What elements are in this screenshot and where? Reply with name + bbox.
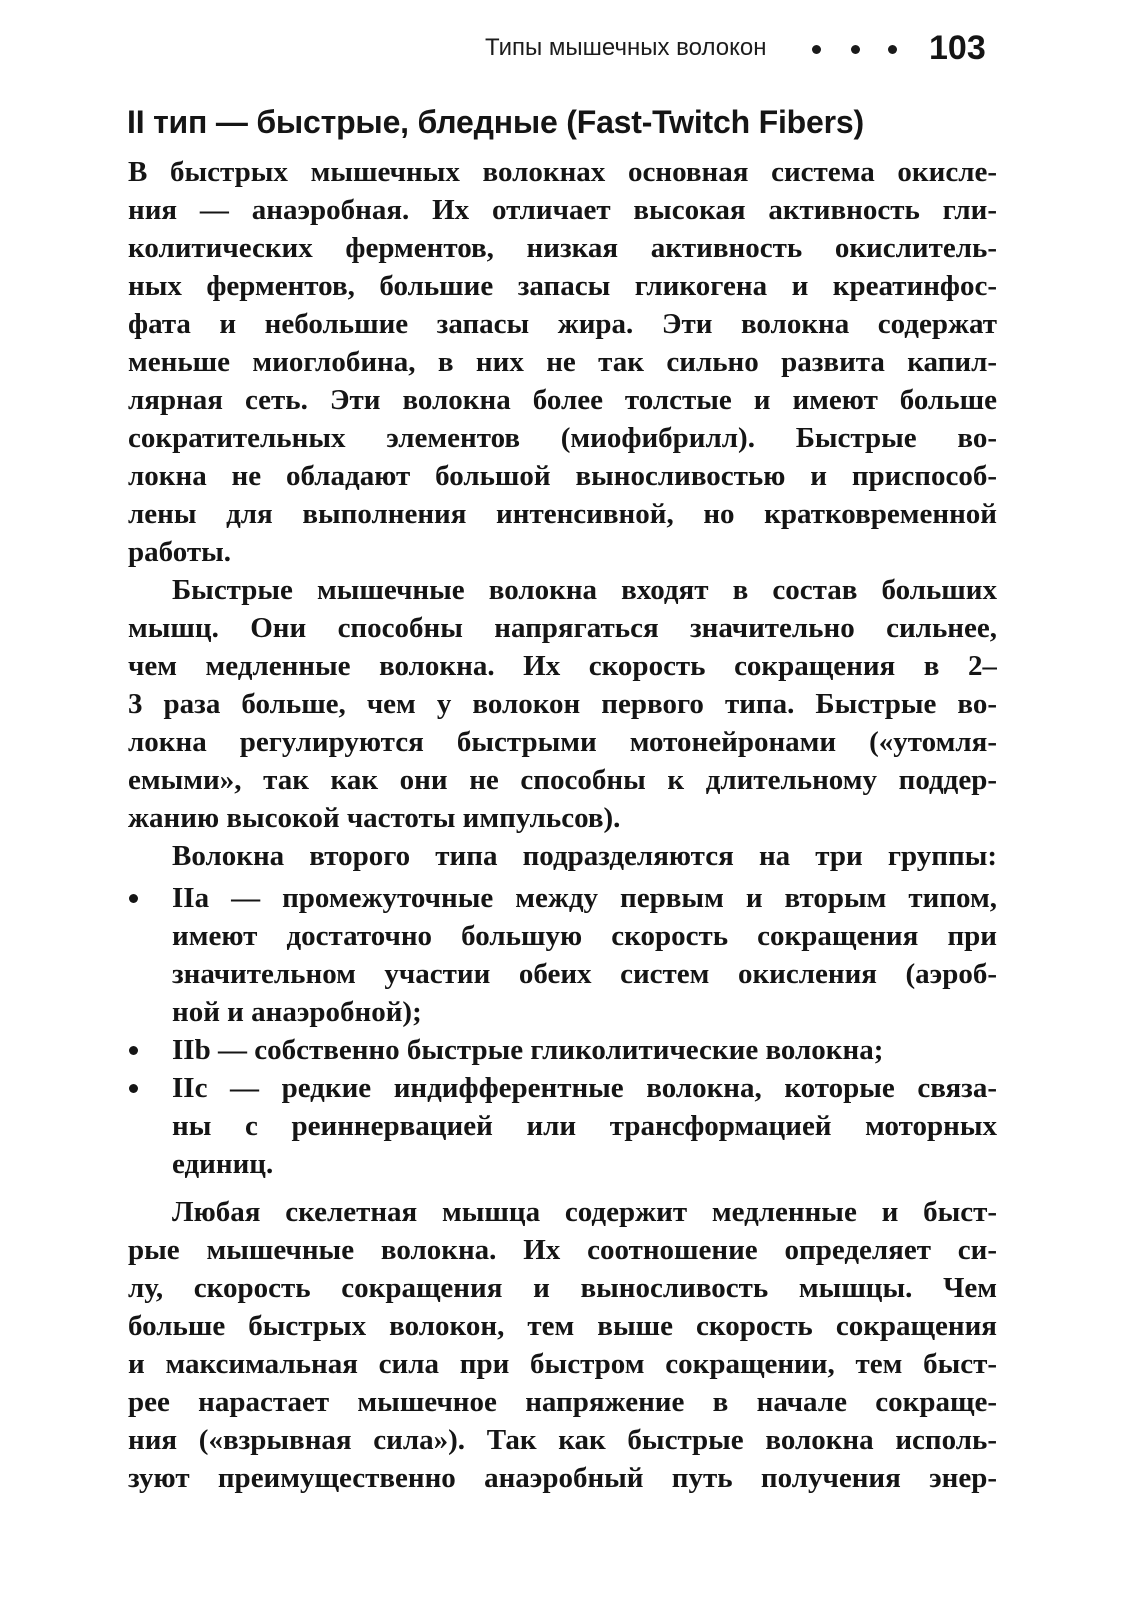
text-line: ных ферментов, большие запасы гликогена и креатинфос- [128, 270, 997, 302]
bullet-list [128, 879, 997, 1183]
text-line: значительном участии обеих систем окисления (аэроб- [172, 958, 997, 990]
text-line: IIa — промежуточные между первым и вторым типом, [172, 882, 997, 914]
text-line: IIb — собственно быстрые гликолитические волокна; [172, 1034, 884, 1066]
text-line: 3 раза больше, чем у волокон первого типа. Быстрые во- [128, 688, 997, 720]
header-dot-icon [812, 45, 821, 54]
text-line: мышц. Они способны напрягаться значительно сильнее, [128, 612, 997, 644]
list-item [172, 879, 997, 1031]
bullet-icon [129, 894, 138, 903]
text-line: Любая скелетная мышца содержит медленные и быст- [172, 1196, 997, 1228]
bullet-icon [129, 1046, 138, 1055]
text-line: ной и анаэробной); [172, 996, 422, 1028]
text-line: Волокна второго типа подразделяются на три группы: [172, 840, 997, 872]
text-line: имеют достаточно большую скорость сокращения при [172, 920, 997, 952]
page-number: 103 [929, 29, 986, 67]
text-line: колитических ферментов, низкая активность окислитель- [128, 232, 997, 264]
text-line: лярная сеть. Эти волокна более толстые и имеют больше [128, 384, 997, 416]
paragraph-2 [128, 571, 997, 837]
header-dot-icon [888, 45, 897, 54]
text-line: единиц. [172, 1148, 274, 1180]
running-title: Типы мышечных волокон [485, 34, 767, 61]
text-line: чем медленные волокна. Их скорость сокращения в 2– [128, 650, 997, 682]
bullet-icon [129, 1084, 138, 1093]
text-line: рые мышечные волокна. Их соотношение определяет си- [128, 1234, 997, 1266]
text-line: ния («взрывная сила»). Так как быстрые волокна исполь- [128, 1424, 997, 1456]
paragraph-1 [128, 153, 997, 571]
text-line: В быстрых мышечных волокнах основная система окисле- [128, 156, 997, 188]
text-line: меньше миоглобина, в них не так сильно развита капил- [128, 346, 997, 378]
text-line: жанию высокой частоты импульсов). [128, 802, 621, 834]
text-line: фата и небольшие запасы жира. Эти волокна содержат [128, 308, 997, 340]
text-line: лены для выполнения интенсивной, но кратковременной [128, 498, 997, 530]
text-line: рее нарастает мышечное напряжение в начале сокраще- [128, 1386, 997, 1418]
paragraph-4 [128, 1193, 997, 1497]
text-line: и максимальная сила при быстром сокращении, тем быст- [128, 1348, 997, 1380]
text-line: Быстрые мышечные волокна входят в состав больших [172, 574, 997, 606]
list-item [172, 1031, 997, 1069]
text-line: зуют преимущественно анаэробный путь получения энер- [128, 1462, 997, 1494]
text-line: локна регулируются быстрыми мотонейронами («утомля- [128, 726, 997, 758]
text-line: ны с реиннервацией или трансформацией моторных [172, 1110, 997, 1142]
text-line: лу, скорость сокращения и выносливость мышцы. Чем [128, 1272, 997, 1304]
section-heading: II тип — быстрые, бледные (Fast-Twitch Fibers) [127, 104, 864, 140]
text-line: локна не обладают большой выносливостью и приспособ- [128, 460, 997, 492]
text-line: ния — анаэробная. Их отличает высокая активность гли- [128, 194, 997, 226]
body-text [128, 153, 997, 1497]
text-line: емыми», так как они не способны к длительному поддер- [128, 764, 997, 796]
paragraph-3 [128, 837, 997, 875]
text-line: сократительных элементов (миофибрилл). Быстрые во- [128, 422, 997, 454]
text-line: работы. [128, 536, 232, 568]
list-item [172, 1069, 997, 1183]
text-line: больше быстрых волокон, тем выше скорость сокращения [128, 1310, 997, 1342]
text-line: IIc — редкие индифферентные волокна, которые связа- [172, 1072, 997, 1104]
header-dot-icon [851, 45, 860, 54]
